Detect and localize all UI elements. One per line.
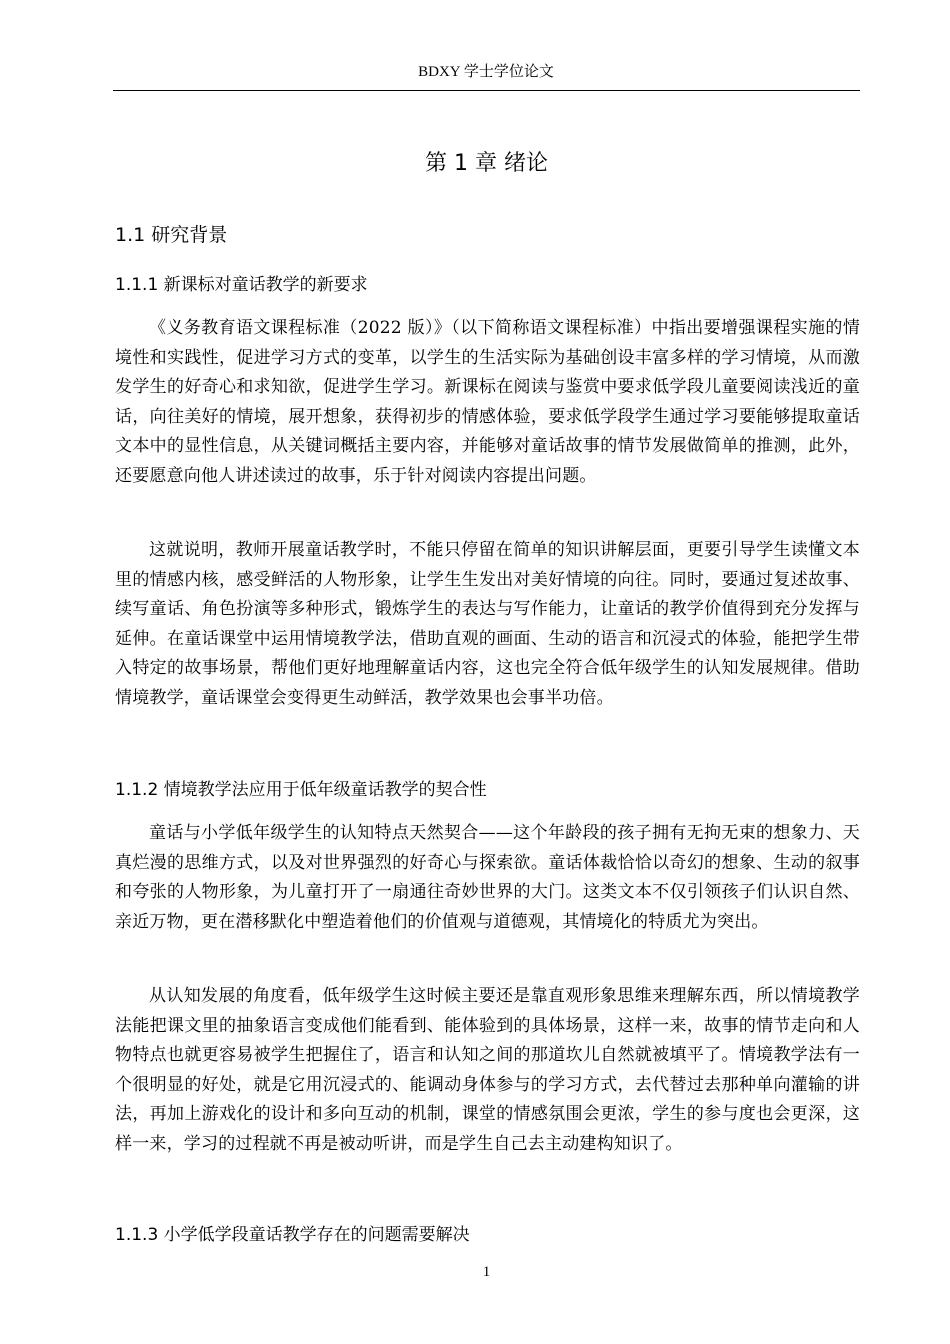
section-heading-1-1-1: 1.1.1 新课标对童话教学的新要求 <box>115 275 368 295</box>
section-heading-1-1: 1.1 研究背景 <box>115 224 228 246</box>
chapter-title: 第 1 章 绪论 <box>425 151 548 176</box>
header-divider <box>113 90 860 91</box>
section-heading-1-1-2: 1.1.2 情境教学法应用于低年级童话教学的契合性 <box>115 780 487 800</box>
page-number: 1 <box>482 1264 491 1280</box>
running-header: BDXY 学士学位论文 <box>418 64 554 80</box>
section-heading-1-1-3: 1.1.3 小学低学段童话教学存在的问题需要解决 <box>115 1225 470 1245</box>
body-paragraph: 《义务教育语文课程标准（2022 版）》（以下简称语文课程标准）中指出要增强课程实施的情境性和实践性，促进学习方式的变革，以学生的生活实际为基础创设丰富多样的学习情境，从而激发学生的好奇心和求知欲，促进学生学习。新课标在阅读与鉴赏中要求低学段儿童要阅读浅近的童话，向往美好的情境，展开想象，获得初步的情感体验，要求低学段学生通过学习要能够提取童话文本中的显性信息，从关键词概括主要内容，并能够对童话故事的情节发展做简单的推测，此外，还要愿意向他人讲述读过的故事，乐于针对阅读内容提出问题。 <box>115 318 860 486</box>
body-paragraph: 从认知发展的角度看，低年级学生这时候主要还是靠直观形象思维来理解东西，所以情境教学法能把课文里的抽象语言变成他们能看到、能体验到的具体场景，这样一来，故事的情节走向和人物特点也就更容易被学生把握住了，语言和认知之间的那道坎儿自然就被填平了。情境教学法有一个很明显的好处，就是它用沉浸式的、能调动身体参与的学习方式，去代替过去那种单向灌输的讲法，再加上游戏化的设计和多向互动的机制，课堂的情感氛围会更浓，学生的参与度也会更深，这样一来，学习的过程就不再是被动听讲，而是学生自己去主动建构知识了。 <box>115 986 860 1154</box>
body-paragraph: 童话与小学低年级学生的认知特点天然契合——这个年龄段的孩子拥有无拘无束的想象力、天真烂漫的思维方式，以及对世界强烈的好奇心与探索欲。童话体裁恰恰以奇幻的想象、生动的叙事和夸张的人物形象，为儿童打开了一扇通往奇妙世界的大门。这类文本不仅引领孩子们认识自然、亲近万物，更在潜移默化中塑造着他们的价值观与道德观，其情境化的特质尤为突出。 <box>115 823 860 932</box>
body-paragraph: 这就说明，教师开展童话教学时，不能只停留在简单的知识讲解层面，更要引导学生读懂文本里的情感内核，感受鲜活的人物形象，让学生生发出对美好情境的向往。同时，要通过复述故事、续写童话、角色扮演等多种形式，锻炼学生的表达与写作能力，让童话的教学价值得到充分发挥与延伸。在童话课堂中运用情境教学法，借助直观的画面、生动的语言和沉浸式的体验，能把学生带入特定的故事场景，帮他们更好地理解童话内容，这也完全符合低年级学生的认知发展规律。借助情境教学，童话课堂会变得更生动鲜活，教学效果也会事半功倍。 <box>115 540 860 708</box>
